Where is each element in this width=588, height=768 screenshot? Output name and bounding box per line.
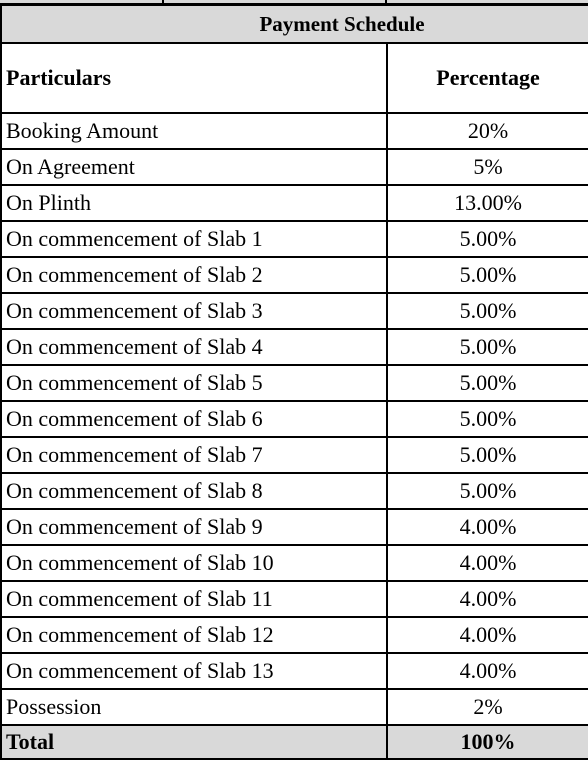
table-row: [1, 581, 588, 617]
table-row: [1, 221, 588, 257]
particular-cell: On commencement of Slab 5: [1, 365, 387, 401]
particular-cell: On commencement of Slab 3: [1, 293, 387, 329]
percentage-cell: 5.00%: [387, 257, 588, 293]
percentage-cell: 5.00%: [387, 437, 588, 473]
percentage-cell: 4.00%: [387, 653, 588, 689]
percentage-cell: 20%: [387, 113, 588, 149]
percentage-cell: 4.00%: [387, 581, 588, 617]
particular-cell: On commencement of Slab 8: [1, 473, 387, 509]
percentage-cell: 5.00%: [387, 221, 588, 257]
total-percentage: 100%: [387, 725, 588, 759]
table-row: [1, 149, 588, 185]
table-row: [1, 617, 588, 653]
table-row: [1, 329, 588, 365]
percentage-cell: 4.00%: [387, 545, 588, 581]
percentage-cell: 2%: [387, 689, 588, 725]
percentage-cell: 5.00%: [387, 365, 588, 401]
particular-cell: On commencement of Slab 4: [1, 329, 387, 365]
particular-cell: On commencement of Slab 12: [1, 617, 387, 653]
percentage-cell: 5.00%: [387, 329, 588, 365]
table-row: [1, 509, 588, 545]
header-row: [1, 43, 588, 113]
table-row: [1, 185, 588, 221]
table-title: Payment Schedule: [1, 5, 588, 43]
table-row: [1, 473, 588, 509]
particular-cell: Booking Amount: [1, 113, 387, 149]
percentage-cell: 4.00%: [387, 509, 588, 545]
payment-schedule-table: [0, 4, 588, 760]
percentage-header: Percentage: [387, 43, 588, 113]
percentage-cell: 5.00%: [387, 401, 588, 437]
particular-cell: On commencement of Slab 10: [1, 545, 387, 581]
particular-cell: On commencement of Slab 6: [1, 401, 387, 437]
particular-cell: On commencement of Slab 1: [1, 221, 387, 257]
percentage-cell: 5.00%: [387, 293, 588, 329]
particular-cell: On commencement of Slab 13: [1, 653, 387, 689]
percentage-cell: 5%: [387, 149, 588, 185]
table-row: [1, 113, 588, 149]
table-row: [1, 293, 588, 329]
particulars-header: Particulars: [1, 43, 387, 113]
table-row: [1, 689, 588, 725]
table-row: [1, 437, 588, 473]
table-row: [1, 365, 588, 401]
particular-cell: On Plinth: [1, 185, 387, 221]
table-row: [1, 545, 588, 581]
particular-cell: Possession: [1, 689, 387, 725]
particular-cell: On commencement of Slab 7: [1, 437, 387, 473]
particular-cell: On commencement of Slab 11: [1, 581, 387, 617]
percentage-cell: 13.00%: [387, 185, 588, 221]
particular-cell: On commencement of Slab 9: [1, 509, 387, 545]
table-row: [1, 401, 588, 437]
table-row: [1, 653, 588, 689]
particular-cell: On Agreement: [1, 149, 387, 185]
title-row: [1, 5, 588, 43]
total-label: Total: [1, 725, 387, 759]
particular-cell: On commencement of Slab 2: [1, 257, 387, 293]
percentage-cell: 4.00%: [387, 617, 588, 653]
percentage-cell: 5.00%: [387, 473, 588, 509]
total-row: [1, 725, 588, 759]
table-row: [1, 257, 588, 293]
